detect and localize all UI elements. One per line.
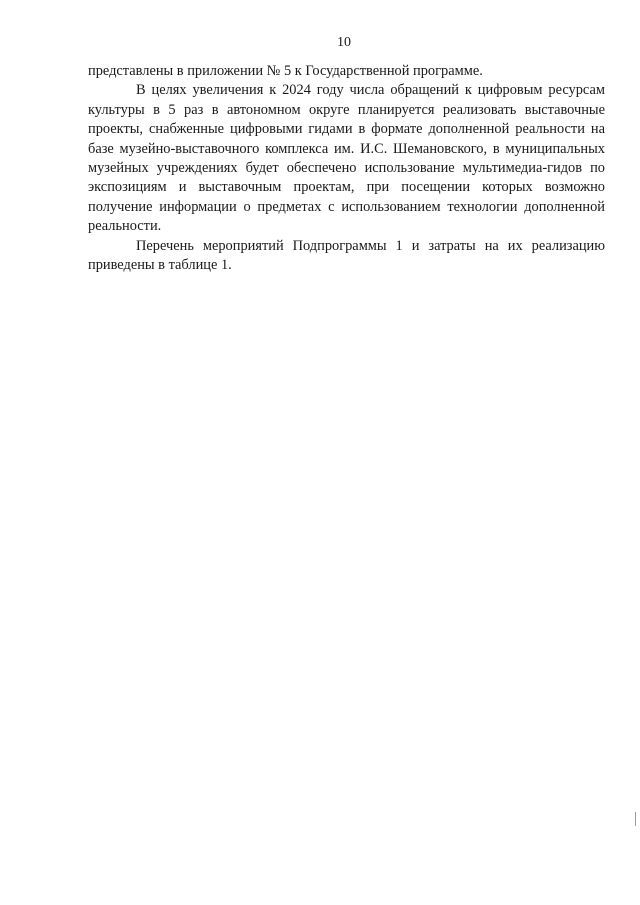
body-text — [88, 62, 605, 275]
paragraph-table-reference: Перечень мероприятий Подпрограммы 1 и затраты на их реализацию приведены в таблице 1. — [88, 237, 605, 274]
scan-artifact — [635, 812, 636, 826]
page-number: 10 — [337, 35, 351, 50]
paragraph-digital-resources: В целях увеличения к 2024 году числа обращений к цифровым ресурсам культуры в 5 раз в автономном округе планируется реализовать выставочные проекты, снабженные цифровыми гидами в формате дополненной реальности на базе музейно-выставочного комплекса им. И.С. Шемановского, в муниципальных музейных учреждениях будет обеспечено использование мультимедиа-гидов по экспозициям и выставочным проектам, при посещении которых возможно получение информации о предметах с использованием технологии дополненной реальности. — [88, 82, 605, 235]
paragraph-continuation: представлены в приложении № 5 к Государственной программе. — [88, 63, 483, 79]
